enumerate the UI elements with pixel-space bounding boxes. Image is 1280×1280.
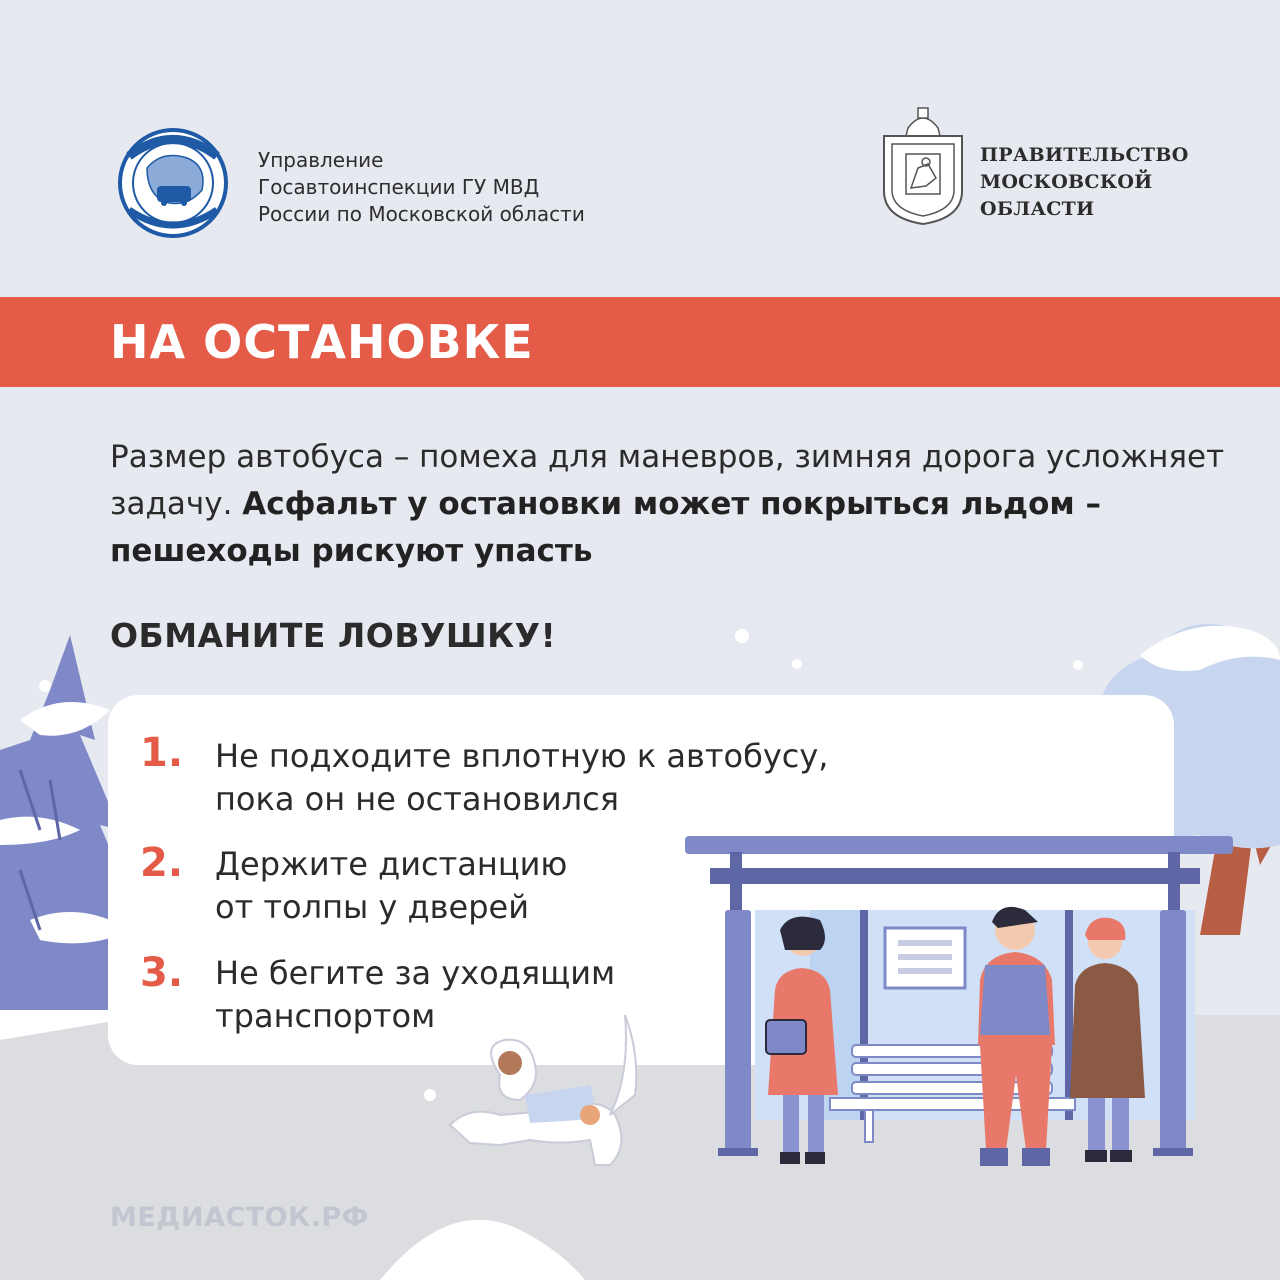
tip-number-2: 2.: [140, 840, 184, 886]
intro-regular: Размер автобуса – помеха для маневров, зимняя дорога усложняет задачу.: [110, 439, 1225, 522]
gov-line-2: МОСКОВСКОЙ: [980, 171, 1153, 193]
tip-text-2: [215, 843, 567, 929]
gov-line-1: ПРАВИТЕЛЬСТВО: [980, 144, 1189, 166]
tip-2-line-1: Держите дистанцию: [215, 845, 568, 883]
gov-line-3: ОБЛАСТИ: [980, 198, 1095, 220]
tip-2-line-2: от толпы у дверей: [215, 888, 529, 926]
watermark: МЕДИАСТОК.РФ: [110, 1202, 369, 1233]
org-line-2: Госавтоинспекции ГУ МВД: [258, 175, 540, 199]
org-name: [258, 147, 585, 228]
gibdd-emblem-icon: [107, 128, 240, 238]
intro-bold: Асфальт у остановки может покрыться льдом – пешеходы рискуют упасть: [110, 486, 1102, 569]
intro-text: [110, 434, 1230, 575]
tip-number-3: 3.: [140, 950, 184, 996]
tip-text-1: [215, 735, 828, 821]
page-title: НА ОСТАНОВКЕ: [110, 315, 534, 369]
org-line-1: Управление: [258, 148, 384, 172]
tip-1-line-1: Не подходите вплотную к автобусу,: [215, 737, 829, 775]
section-heading: ОБМАНИТЕ ЛОВУШКУ!: [110, 616, 557, 655]
bus-stop-illustration: [680, 830, 1240, 1180]
tip-1-line-2: пока он не остановился: [215, 780, 619, 818]
government-name: [980, 142, 1189, 223]
dog-illustration: [440, 1015, 640, 1175]
tip-3-line-1: Не бегите за уходящим: [215, 954, 616, 992]
org-line-3: России по Московской области: [258, 202, 585, 226]
tip-3-line-2: транспортом: [215, 997, 436, 1035]
coat-of-arms-icon: [878, 106, 968, 226]
tip-number-1: 1.: [140, 730, 184, 776]
